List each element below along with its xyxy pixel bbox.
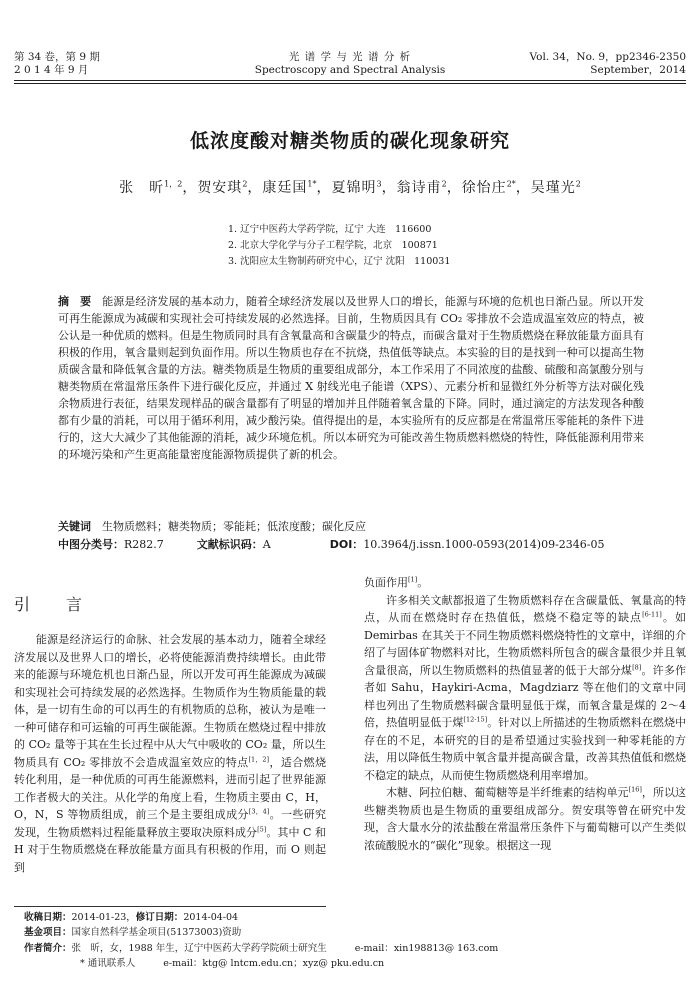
author: 徐怡庄$^{2*}$， xyxy=(461,179,531,196)
citation[interactable]: [1，2] xyxy=(248,754,270,763)
right-column xyxy=(364,574,686,854)
keywords xyxy=(58,518,644,535)
author: 张 昕$^{1,2}$， xyxy=(119,179,198,196)
journal-volume-cn: 第 34 卷，第 9 期 xyxy=(14,51,100,63)
doccode-label: 文献标识码： xyxy=(196,538,263,551)
paragraph: 木糖、阿拉伯糖、葡萄糖等是半纤维素的结构单元[16]，所以这些糖类物质也是生物质的重要组成部分。贺安琪等曾在研究中发现，含大量水分的浓盐酸在常温常压条件下与葡萄糖可以产生类似浓硫酸脱水的“碳化”现象。根据这一现 xyxy=(364,785,687,852)
footnote-fund: 基金项目：国家自然科学基金项目(51373003)资助 xyxy=(24,927,242,938)
citation[interactable]: [8] xyxy=(632,662,642,671)
doccode-value: A xyxy=(262,538,271,551)
footnote-bio: 作者简介：张 昕，女，1988 年生，辽宁中医药大学药学院硕士研究生 e-mail：xin198813@ 163.com xyxy=(24,943,499,954)
citation[interactable]: [1] xyxy=(408,575,418,584)
journal-name-cn: 光 谱 学 与 光 谱 分 析 xyxy=(288,51,412,63)
author: 贺安琪$^2$， xyxy=(197,179,263,196)
citation[interactable]: [16] xyxy=(628,785,642,794)
author-list xyxy=(0,177,700,197)
doi-label: DOI： xyxy=(329,538,364,551)
author: 康廷国$^{1*}$， xyxy=(262,179,332,196)
paragraph: 许多相关文献都报道了生物质燃料存在含碳量低、氧量高的特点，从而在燃烧时存在热值低，燃烧不稳定等的缺点[6-11]。如 Demirbas 在其关于不同生物质燃料燃烧特性的文章中，详细的介绍了与固体矿物燃料对比，生物质燃料所包含的碳含量很少并且氧含量很高，所以生物质燃料的热值显著的低于大部分煤[8]。许多作者如 Sahu，Haykiri-Acma，Magdziarz 等在他们的文章中同样也列出了生物质燃料碳含量明显低于煤，而氧含量是煤的 2～4 倍，热值明显低于煤[12-15]。针对以上所描述的生物质燃料在燃烧中存在的不足，本研究的目的是希望通过实验找到一种零耗能的方法，用以降低生物质中氧含量并提高碳含量，改善其热值低和燃烧不稳定的缺点，从而使生物质燃烧利用率增加。 xyxy=(364,593,687,782)
paragraph: 能源是经济运行的命脉、社会发展的基本动力，随着全球经济发展以及世界人口的增长，必将使能源消费持续增长。由此带来的能源与环境危机也日渐凸显，所以开发可再生能源成为减碳和实现社会可持续发展的必然选择。生物质作为生物质能量的载体，是一切有生命的可以再生的有机物质的总称，被认为是唯一一种可储存和可运输的可再生碳能源。生物质在燃烧过程中排放的 CO₂ 量等于其在生长过程中从大气中吸收的 CO₂ 量，所以生物质具有 CO₂ 零排放不会造成温室效应的特点[1，2]，适合燃烧转化利用，是一种优质的可再生能源燃料，进而引起了世界能源工作者极大的关注。从化学的角度上看，生物质主要由 C，H，O，N，S 等物质组成，前三个是主要组成成分[3，4]。一些研究发现，生物质燃料过程能量释放主要取决原料成分[5]。其中 C 和 H 对于生物质燃烧在释放能量方面具有积极的作用，而 O 则起到 xyxy=(14,633,327,874)
abstract-label: 摘 要 xyxy=(58,295,92,308)
citation[interactable]: [12-15] xyxy=(463,715,488,724)
footnote-corresponding: * 通讯联系人 e-mail：ktg@ lntcm.edu.cn；xyz@ pku.edu.cn xyxy=(80,958,385,969)
paper-title: 低浓度酸对糖类物质的碳化现象研究 xyxy=(189,130,510,152)
clc-value: R282.7 xyxy=(124,538,164,551)
section-heading: 引 言 xyxy=(14,595,93,614)
paragraph: 负面作用[1]。 xyxy=(364,575,429,589)
corresponding-email[interactable]: ktg@ lntcm.edu.cn；xyz@ pku.edu.cn xyxy=(202,958,385,969)
keywords-label: 关键词 xyxy=(58,520,91,533)
journal-volume-en: Vol. 34，No. 9，pp2346-2350 xyxy=(529,51,686,63)
left-column xyxy=(14,631,326,876)
classification-line xyxy=(58,536,658,553)
doi-value: 10.3964/j.issn.1000-0593(2014)09-2346-05 xyxy=(363,538,605,551)
citation[interactable]: [6-11] xyxy=(642,610,662,619)
abstract-text: 能源是经济发展的基本动力，随着全球经济发展以及世界人口的增长，能源与环境的危机也日渐凸显。所以开发可再生能源成为减碳和实现社会可持续发展的必然选择。目前，生物质因具有 CO₂ 零排放不会造成温室效应的特点，被公认是一种优质的燃料。但是生物质同时具有含氧量高和含碳量少的特点，而碳含量对于生物质燃烧在释放能量方面具有积极的作用，氧含量则起到负面作用。所以生物质也存在不抗烧，热值低等缺点。本实验的目的是找到一种可以提高生物质碳含量和降低氧含量的方法。糖类物质是生物质的重要组成部分，本工作采用了不同浓度的盐酸、硫酸和高氯酸分别与糖类物质在常温常压条件下进行碳化反应，并通过 X 射线光电子能谱（XPS）、元素分析和显微红外分析等方法对碳化残余物质进行表征，结果发现样品的碳含量都有了明显的增加并且伴随着氧含量的下降。同时，通过滴定的方法发现各种酸都有少量的消耗，可以用于循环利用，减少酸污染。值得提出的是，本实验所有的反应都是在常温常压零能耗的条件下进行的，这大大减少了其他能源的消耗，减少环境危机。所以本研究为可能改善生物质燃料燃烧的特性，降低能源利用带来的环境污染和产生更高能量密度能源物质提供了新的机会。 xyxy=(58,295,645,461)
journal-date-cn: 2 0 1 4 年 9 月 xyxy=(14,64,89,76)
footnote-dates: 收稿日期：2014-01-23，修订日期：2014-04-04 xyxy=(24,912,239,923)
journal-name-en: Spectroscopy and Spectral Analysis xyxy=(254,64,446,76)
citation[interactable]: [5] xyxy=(257,824,267,833)
clc-label: 中图分类号： xyxy=(58,538,124,551)
header-rule-thin xyxy=(14,83,686,84)
author: 翁诗甫$^2$， xyxy=(396,179,462,196)
footnote-rule xyxy=(14,906,326,907)
affiliation-item: 2. 北京大学化学与分子工程学院，北京 100871 xyxy=(228,240,438,251)
affiliation-item: 1. 辽宁中医药大学药学院，辽宁 大连 116600 xyxy=(228,224,432,235)
journal-date-en: September，2014 xyxy=(590,64,686,76)
header-rule xyxy=(14,80,686,81)
author: 夏锦明$^3$， xyxy=(331,179,397,196)
author-email[interactable]: xin198813@ 163.com xyxy=(393,943,499,954)
citation[interactable]: [3，4] xyxy=(248,807,270,816)
abstract xyxy=(58,293,644,463)
affiliations xyxy=(228,222,558,270)
affiliation-item: 3. 沈阳应太生物制药研究中心，辽宁 沈阳 110031 xyxy=(228,256,451,267)
author: 吴瑾光$^2$ xyxy=(530,179,581,196)
keywords-text: 生物质燃料；糖类物质；零能耗；低浓度酸；碳化反应 xyxy=(102,520,366,533)
